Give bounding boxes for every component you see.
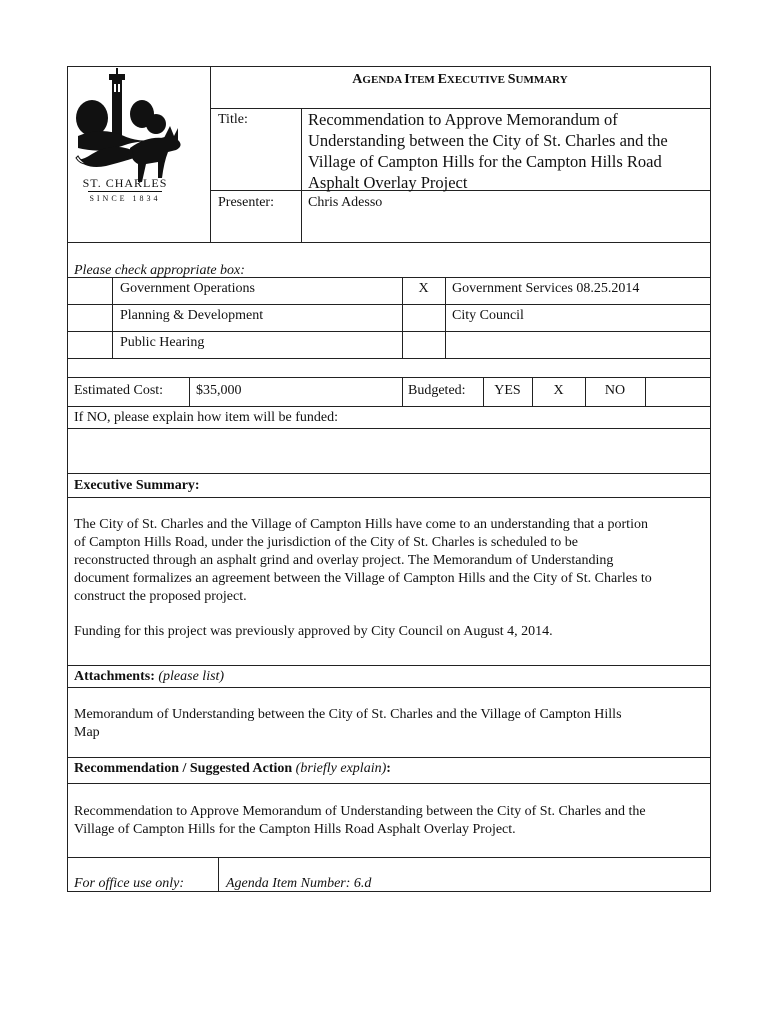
recommendation-line: Recommendation to Approve Memorandum of Understanding between the City of St. Charles and the [74,804,646,819]
city-logo [72,66,208,216]
option-planning-development: Planning & Development [120,308,264,323]
attachments-heading-label: Attachments: [74,669,155,684]
recommendation-heading [74,760,391,778]
attachments-list [74,706,622,742]
recommendation-text [74,803,646,839]
item-title-line: Recommendation to Approve Memorandum of [308,110,618,129]
summary-line: construct the proposed project. [74,589,247,604]
checkbox-mark-government-services[interactable]: X [418,281,429,296]
budgeted-mark[interactable]: X [553,383,564,398]
executive-summary-heading: Executive Summary: [74,478,200,493]
form-title [210,70,710,89]
title-word-1: AGENDA [352,72,405,87]
item-title-line: Village of Campton Hills for the Campton Hills Road [308,152,662,171]
recommendation-hint: (briefly explain) [295,761,387,776]
option-government-services: Government Services 08.25.2014 [452,281,640,296]
summary-line: of Campton Hills Road, under the jurisdiction of the City of St. Charles is scheduled to be [74,535,578,550]
logo-name: ST. CHARLES [82,176,168,190]
funding-question: If NO, please explain how item will be funded: [74,410,338,425]
item-title [308,109,668,193]
title-word-4: SUMMARY [507,72,568,87]
title-word-2: ITEM [404,72,438,87]
summary-line: reconstructed through an asphalt grind and overlay project. The Memorandum of Understanding [74,553,614,568]
logo-since: SINCE 1834 [89,194,161,203]
title-label: Title: [218,112,248,127]
funding-note: Funding for this project was previously approved by City Council on August 4, 2014. [74,624,553,639]
item-title-line: Asphalt Overlay Project [308,173,468,192]
presenter-name: Chris Adesso [308,195,383,210]
attachment-item: Map [74,725,100,740]
attachment-item: Memorandum of Understanding between the City of St. Charles and the Village of Campton Hills [74,707,622,722]
option-public-hearing: Public Hearing [120,335,205,350]
executive-summary-text [74,516,652,606]
checkbox-instruction: Please check appropriate box: [74,263,245,278]
office-use-label: For office use only: [74,876,185,891]
attachments-heading [74,668,224,686]
recommendation-heading-label: Recommendation / Suggested Action [74,761,293,776]
title-word-3: EXECUTIVE [437,72,508,87]
budgeted-label: Budgeted: [408,383,466,398]
summary-line: document formalizes an agreement between the Village of Campton Hills and the City of St. Charles to [74,571,652,586]
estimated-cost-label: Estimated Cost: [74,383,164,398]
summary-line: The City of St. Charles and the Village of Campton Hills have come to an understanding that a portion [74,517,648,532]
option-government-operations: Government Operations [120,281,255,296]
recommendation-colon: : [386,761,391,776]
estimated-cost-value: $35,000 [196,383,242,398]
item-title-line: Understanding between the City of St. Charles and the [308,131,668,150]
recommendation-line: Village of Campton Hills for the Campton Hills Road Asphalt Overlay Project. [74,822,516,837]
agenda-item-number: Agenda Item Number: 6.d [226,876,372,891]
budgeted-no-label: NO [604,383,626,398]
logo-divider [88,191,162,192]
budgeted-yes-label: YES [494,383,521,398]
presenter-label: Presenter: [218,195,274,210]
attachments-hint: (please list) [158,669,225,684]
option-city-council: City Council [452,308,524,323]
